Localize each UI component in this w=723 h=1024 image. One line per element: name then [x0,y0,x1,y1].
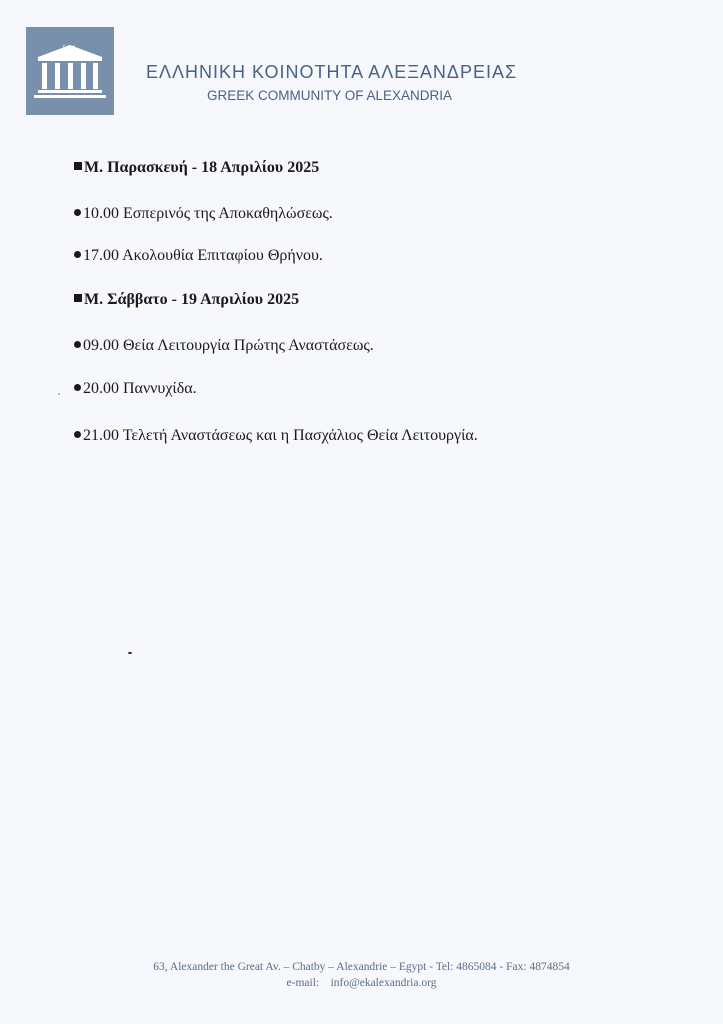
footer-address: 63, Alexander the Great Av. – Chatby – Alexandrie – Egypt - Tel: 4865084 - Fax: 4874854 [153,961,570,973]
email-label: e-mail: [286,977,320,989]
bullet-icon [74,341,81,348]
event-item: 17.00 Ακολουθία Επιταφίου Θρήνου. [74,247,323,265]
footer-contact [0,977,723,989]
bullet-icon [74,431,81,438]
bullet-icon [74,251,81,258]
day-heading: Μ. Παρασκευή - 18 Απριλίου 2025 [74,159,319,177]
org-name-greek: ΕΛΛΗΝΙΚΗ ΚΟΙΝΟΤΗΤΑ ΑΛΕΞΑΝΔΡΕΙΑΣ [146,62,518,82]
community-logo [26,27,114,115]
scan-speck [128,652,132,654]
bullet-icon [74,384,81,391]
event-item: 20.00 Παννυχίδα. [74,380,197,398]
event-item: 10.00 Εσπερινός της Αποκαθηλώσεως. [74,205,333,223]
day-heading: Μ. Σάββατο - 19 Απριλίου 2025 [74,291,299,309]
square-bullet-icon [74,162,82,170]
event-item: 21.00 Τελετή Αναστάσεως και η Πασχάλιος Θεία Λειτουργία. [74,427,478,445]
square-bullet-icon [74,294,82,302]
bullet-icon [74,209,81,216]
event-item: 09.00 Θεία Λειτουργία Πρώτης Αναστάσεως. [74,337,374,355]
temple-icon [26,27,114,115]
org-name-english: GREEK COMMUNITY OF ALEXANDRIA [207,88,453,103]
scan-speck [58,393,60,395]
email-address: info@ekalexandria.org [330,977,437,989]
